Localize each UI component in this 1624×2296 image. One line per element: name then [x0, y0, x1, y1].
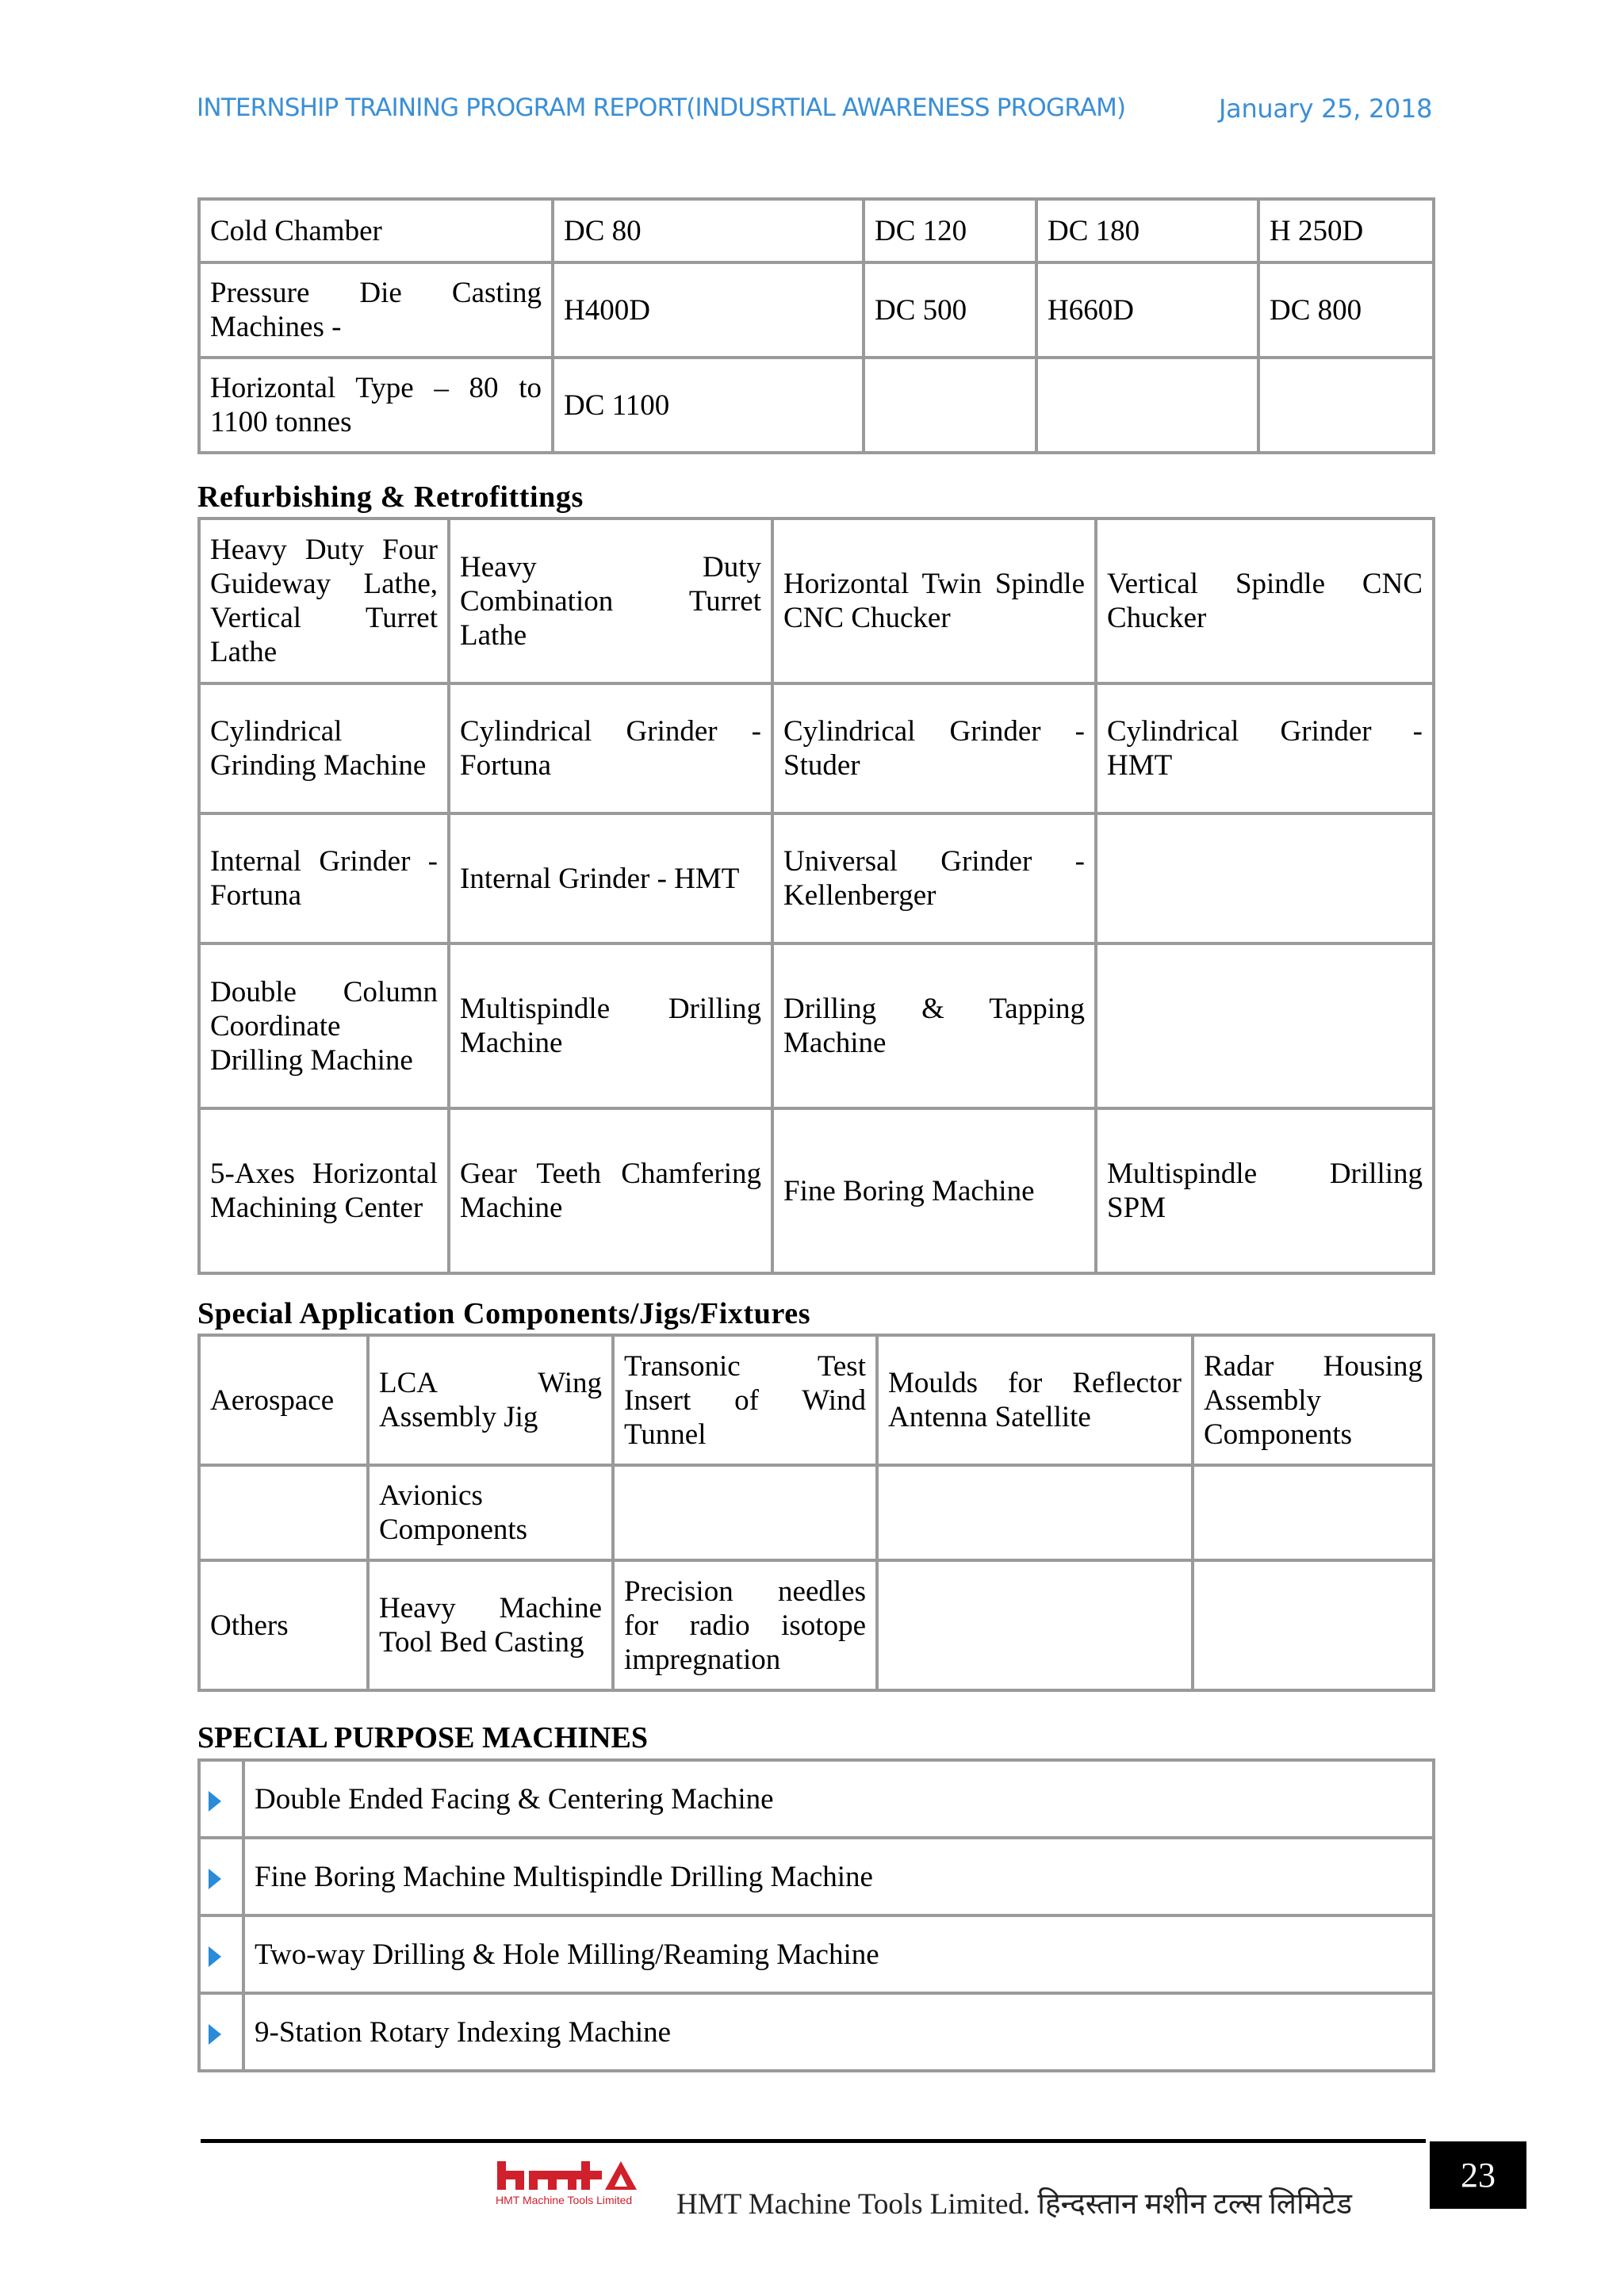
page-number: 23: [1430, 2141, 1526, 2209]
table-row: [199, 262, 1434, 358]
table-row: [199, 813, 1434, 943]
list-item-label: Fine Boring Machine Multispindle Drilling Machine: [243, 1838, 1434, 1915]
table-cell: Heavy Machine Tool Bed Casting: [368, 1560, 613, 1690]
table-cell: Cylindrical Grinder - Fortuna: [449, 683, 772, 813]
table-cell: DC 120: [864, 199, 1036, 262]
table-cell: Universal Grinder - Kellenberger: [772, 813, 1096, 943]
table-cell: [864, 358, 1036, 453]
list-item: [199, 1993, 1434, 2071]
list-item: [199, 1838, 1434, 1915]
svg-text:HMT Machine Tools Limited: HMT Machine Tools Limited: [496, 2194, 633, 2206]
list-item-label: 9-Station Rotary Indexing Machine: [243, 1993, 1434, 2071]
table-cell: Cylindrical Grinder - HMT: [1096, 683, 1434, 813]
table-cell: Vertical Spindle CNC Chucker: [1096, 519, 1434, 683]
table-cell: DC 500: [864, 262, 1036, 358]
table-cell: Others: [199, 1560, 368, 1690]
table-cell: DC 800: [1258, 262, 1434, 358]
table-cell: Precision needles for radio isotope impregnation: [613, 1560, 877, 1690]
table-row: [199, 683, 1434, 813]
die-casting-table: [197, 197, 1435, 454]
table-row: [199, 519, 1434, 683]
table-cell: [1193, 1465, 1434, 1560]
table-cell: [1036, 358, 1258, 453]
table-cell: LCA Wing Assembly Jig: [368, 1335, 613, 1465]
refurbishing-table: [197, 517, 1435, 1275]
table-cell: Aerospace: [199, 1335, 368, 1465]
bullet-arrow-icon: [199, 1993, 243, 2071]
table-cell: Drilling & Tapping Machine: [772, 943, 1096, 1108]
table-cell: Gear Teeth Chamfering Machine: [449, 1108, 772, 1273]
table-cell: Double Column Coordinate Drilling Machine: [199, 943, 449, 1108]
table-cell: Radar Housing Assembly Components: [1193, 1335, 1434, 1465]
table-cell: [1258, 358, 1434, 453]
table-cell: DC 1100: [553, 358, 864, 453]
bullet-arrow-icon: [199, 1915, 243, 1993]
table-cell: Heavy Duty Combination Turret Lathe: [449, 519, 772, 683]
list-item: [199, 1915, 1434, 1993]
table-row: [199, 1108, 1434, 1273]
footer-divider: [201, 2139, 1426, 2143]
table-row: [199, 199, 1434, 262]
table-cell: H 250D: [1258, 199, 1434, 262]
table-row: [199, 1335, 1434, 1465]
bullet-arrow-icon: [199, 1760, 243, 1838]
hmt-logo: [494, 2158, 676, 2207]
special-application-table: [197, 1334, 1435, 1692]
table-cell: Horizontal Type – 80 to 1100 tonnes: [199, 358, 553, 453]
table-cell: DC 80: [553, 199, 864, 262]
header-date: January 25, 2018: [1219, 94, 1433, 124]
table-cell: Cylindrical Grinder - Studer: [772, 683, 1096, 813]
bullet-arrow-icon: [199, 1838, 243, 1915]
section-heading-special-purpose: SPECIAL PURPOSE MACHINES: [197, 1721, 648, 1755]
table-cell: 5-Axes Horizontal Machining Center: [199, 1108, 449, 1273]
table-cell: [199, 1465, 368, 1560]
table-cell: H660D: [1036, 262, 1258, 358]
table-cell: Internal Grinder - HMT: [449, 813, 772, 943]
list-item-label: Double Ended Facing & Centering Machine: [243, 1760, 1434, 1838]
table-cell: [877, 1465, 1193, 1560]
table-cell: Horizontal Twin Spindle CNC Chucker: [772, 519, 1096, 683]
table-cell: Transonic Test Insert of Wind Tunnel: [613, 1335, 877, 1465]
table-cell: DC 180: [1036, 199, 1258, 262]
table-row: [199, 1465, 1434, 1560]
table-row: [199, 358, 1434, 453]
header-title: INTERNSHIP TRAINING PROGRAM REPORT(INDUSRTIAL AWARENESS PROGRAM): [197, 94, 1126, 122]
table-cell: Moulds for Reflector Antenna Satellite: [877, 1335, 1193, 1465]
table-cell: Multispindle Drilling Machine: [449, 943, 772, 1108]
footer-company-name: HMT Machine Tools Limited. हिन्दस्तान मशीन टल्स लिमिटेड: [676, 2188, 1353, 2221]
list-item-label: Two-way Drilling & Hole Milling/Reaming Machine: [243, 1915, 1434, 1993]
table-cell: [877, 1560, 1193, 1690]
table-cell: [1193, 1560, 1434, 1690]
table-row: [199, 943, 1434, 1108]
table-cell: Cylindrical Grinding Machine: [199, 683, 449, 813]
table-cell: [613, 1465, 877, 1560]
table-cell: Heavy Duty Four Guideway Lathe, Vertical Turret Lathe: [199, 519, 449, 683]
table-cell: Avionics Components: [368, 1465, 613, 1560]
table-cell: [1096, 813, 1434, 943]
table-cell: Internal Grinder - Fortuna: [199, 813, 449, 943]
list-item: [199, 1760, 1434, 1838]
section-heading-special-application: Special Application Components/Jigs/Fixtures: [197, 1297, 811, 1330]
table-cell: Pressure Die Casting Machines -: [199, 262, 553, 358]
table-cell: Multispindle Drilling SPM: [1096, 1108, 1434, 1273]
table-cell: Fine Boring Machine: [772, 1108, 1096, 1273]
section-heading-refurbishing: Refurbishing & Retrofittings: [197, 480, 584, 514]
table-cell: [1096, 943, 1434, 1108]
table-row: [199, 1560, 1434, 1690]
table-cell: H400D: [553, 262, 864, 358]
table-cell: Cold Chamber: [199, 199, 553, 262]
special-purpose-list: [197, 1758, 1435, 2072]
